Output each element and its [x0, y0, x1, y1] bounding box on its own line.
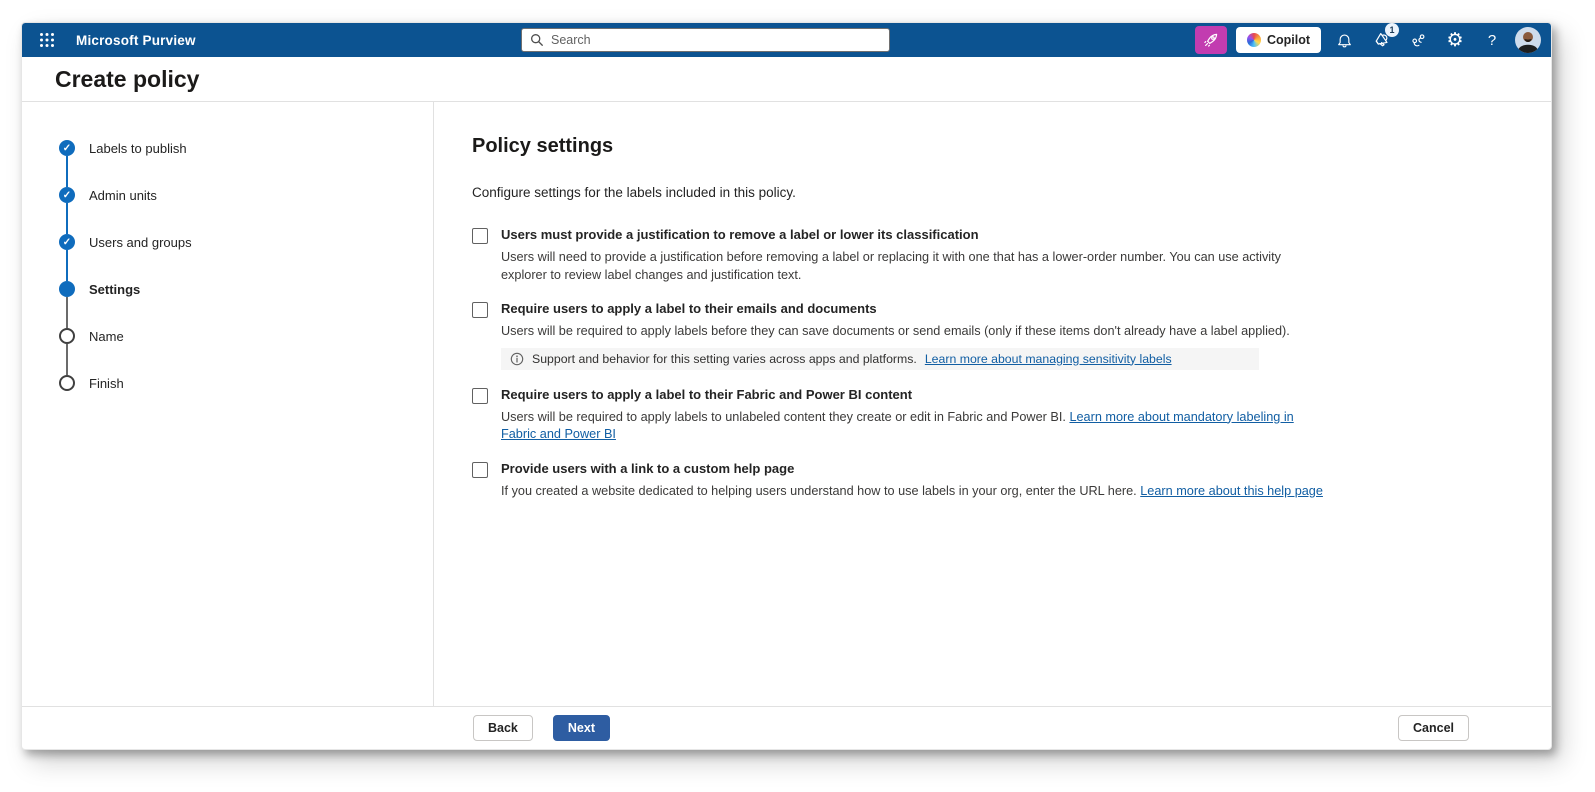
step-connector — [66, 156, 68, 187]
setting-description — [501, 483, 1323, 501]
feedback-button[interactable] — [1367, 26, 1395, 54]
waffle-icon — [39, 32, 55, 48]
notification-badge: 1 — [1385, 23, 1399, 37]
search-input[interactable] — [551, 33, 881, 47]
app-launcher-button[interactable] — [32, 26, 62, 54]
copilot-button[interactable] — [1236, 27, 1321, 53]
settings-button[interactable] — [1441, 26, 1469, 54]
app-title: Microsoft Purview — [76, 32, 196, 48]
setting-description: Users will be required to apply labels before they can save documents or send emails (only if these items don't already have a label applied). — [501, 324, 1290, 339]
setting-custom-help-page — [472, 461, 1511, 501]
require-label-checkbox[interactable] — [472, 302, 488, 318]
step-label: Settings — [89, 281, 141, 297]
app-window — [21, 22, 1552, 750]
step-current-icon — [59, 281, 75, 297]
step-upcoming-icon — [59, 375, 75, 391]
justification-checkbox[interactable] — [472, 228, 488, 244]
gear-icon: ⚙ — [1446, 28, 1464, 51]
connections-button[interactable] — [1404, 26, 1432, 54]
step-completed-icon: ✓ — [59, 234, 75, 250]
main-content — [434, 102, 1551, 706]
setting-justification — [472, 227, 1511, 284]
bell-icon — [1336, 32, 1353, 49]
info-text: Support and behavior for this setting varies across apps and platforms. — [532, 351, 917, 366]
help-page-link[interactable]: Learn more about this help page — [1140, 483, 1323, 498]
step-settings[interactable] — [59, 281, 433, 297]
help-icon: ? — [1487, 31, 1497, 49]
step-label: Labels to publish — [89, 140, 187, 156]
avatar-image — [1515, 27, 1541, 53]
whats-new-button[interactable] — [1195, 26, 1227, 54]
page-header — [22, 57, 1551, 102]
wizard-steps — [22, 102, 434, 706]
step-name[interactable] — [59, 328, 433, 344]
setting-require-label-emails-documents — [472, 301, 1511, 370]
managing-sensitivity-labels-link[interactable]: Learn more about managing sensitivity labels — [924, 351, 1172, 366]
step-users-and-groups[interactable] — [59, 234, 433, 250]
step-label: Users and groups — [89, 234, 192, 250]
description-text: Users will be required to apply labels to unlabeled content they create or edit in Fabric and Power BI. — [501, 409, 1066, 424]
notifications-button[interactable] — [1330, 26, 1358, 54]
back-button[interactable]: Back — [473, 715, 533, 741]
account-avatar[interactable] — [1515, 27, 1541, 53]
cancel-button[interactable]: Cancel — [1398, 715, 1469, 741]
step-completed-icon: ✓ — [59, 187, 75, 203]
page-title: Create policy — [55, 65, 200, 92]
section-heading: Policy settings — [472, 135, 614, 157]
next-button[interactable]: Next — [553, 715, 610, 741]
step-admin-units[interactable] — [59, 187, 433, 203]
info-banner — [501, 348, 1259, 370]
step-connector — [66, 344, 68, 375]
setting-description: Users will need to provide a justification before removing a label or replacing it with one that has a lower-order number. You can use activity explorer to review label changes and justification text. — [501, 250, 1281, 282]
connections-icon — [1410, 32, 1427, 49]
setting-label: Require users to apply a label to their emails and documents — [501, 301, 877, 317]
step-connector — [66, 297, 68, 328]
copilot-label: Copilot — [1266, 33, 1310, 47]
topbar-actions — [1195, 26, 1541, 54]
setting-label: Users must provide a justification to remove a label or lower its classification — [501, 227, 979, 242]
copilot-icon — [1247, 33, 1261, 47]
description-text: If you created a website dedicated to helping users understand how to use labels in your org, enter the URL here. — [501, 483, 1137, 498]
step-label: Finish — [89, 375, 124, 391]
step-completed-icon: ✓ — [59, 140, 75, 156]
setting-label: Provide users with a link to a custom help page — [501, 460, 795, 476]
wizard-footer — [22, 706, 1551, 749]
step-label: Admin units — [89, 187, 157, 203]
step-finish[interactable] — [59, 375, 433, 391]
search-icon — [530, 33, 544, 47]
step-connector — [66, 250, 68, 281]
top-bar — [22, 23, 1551, 57]
custom-help-page-checkbox[interactable] — [472, 462, 488, 478]
step-label: Name — [89, 328, 124, 344]
rocket-icon — [1202, 31, 1220, 49]
section-description: Configure settings for the labels included in this policy. — [472, 185, 796, 200]
search-box[interactable] — [521, 28, 890, 52]
help-button[interactable] — [1478, 26, 1506, 54]
setting-description — [501, 409, 1323, 444]
setting-require-label-fabric-powerbi — [472, 387, 1511, 444]
mandatory-labeling-link[interactable]: Learn more about mandatory labeling in Fabric and Power BI — [501, 409, 1294, 442]
info-icon — [510, 352, 524, 366]
fabric-powerbi-checkbox[interactable] — [472, 388, 488, 404]
step-connector — [66, 203, 68, 234]
setting-label: Require users to apply a label to their Fabric and Power BI content — [501, 386, 913, 402]
step-labels-to-publish[interactable] — [59, 140, 433, 156]
step-upcoming-icon — [59, 328, 75, 344]
